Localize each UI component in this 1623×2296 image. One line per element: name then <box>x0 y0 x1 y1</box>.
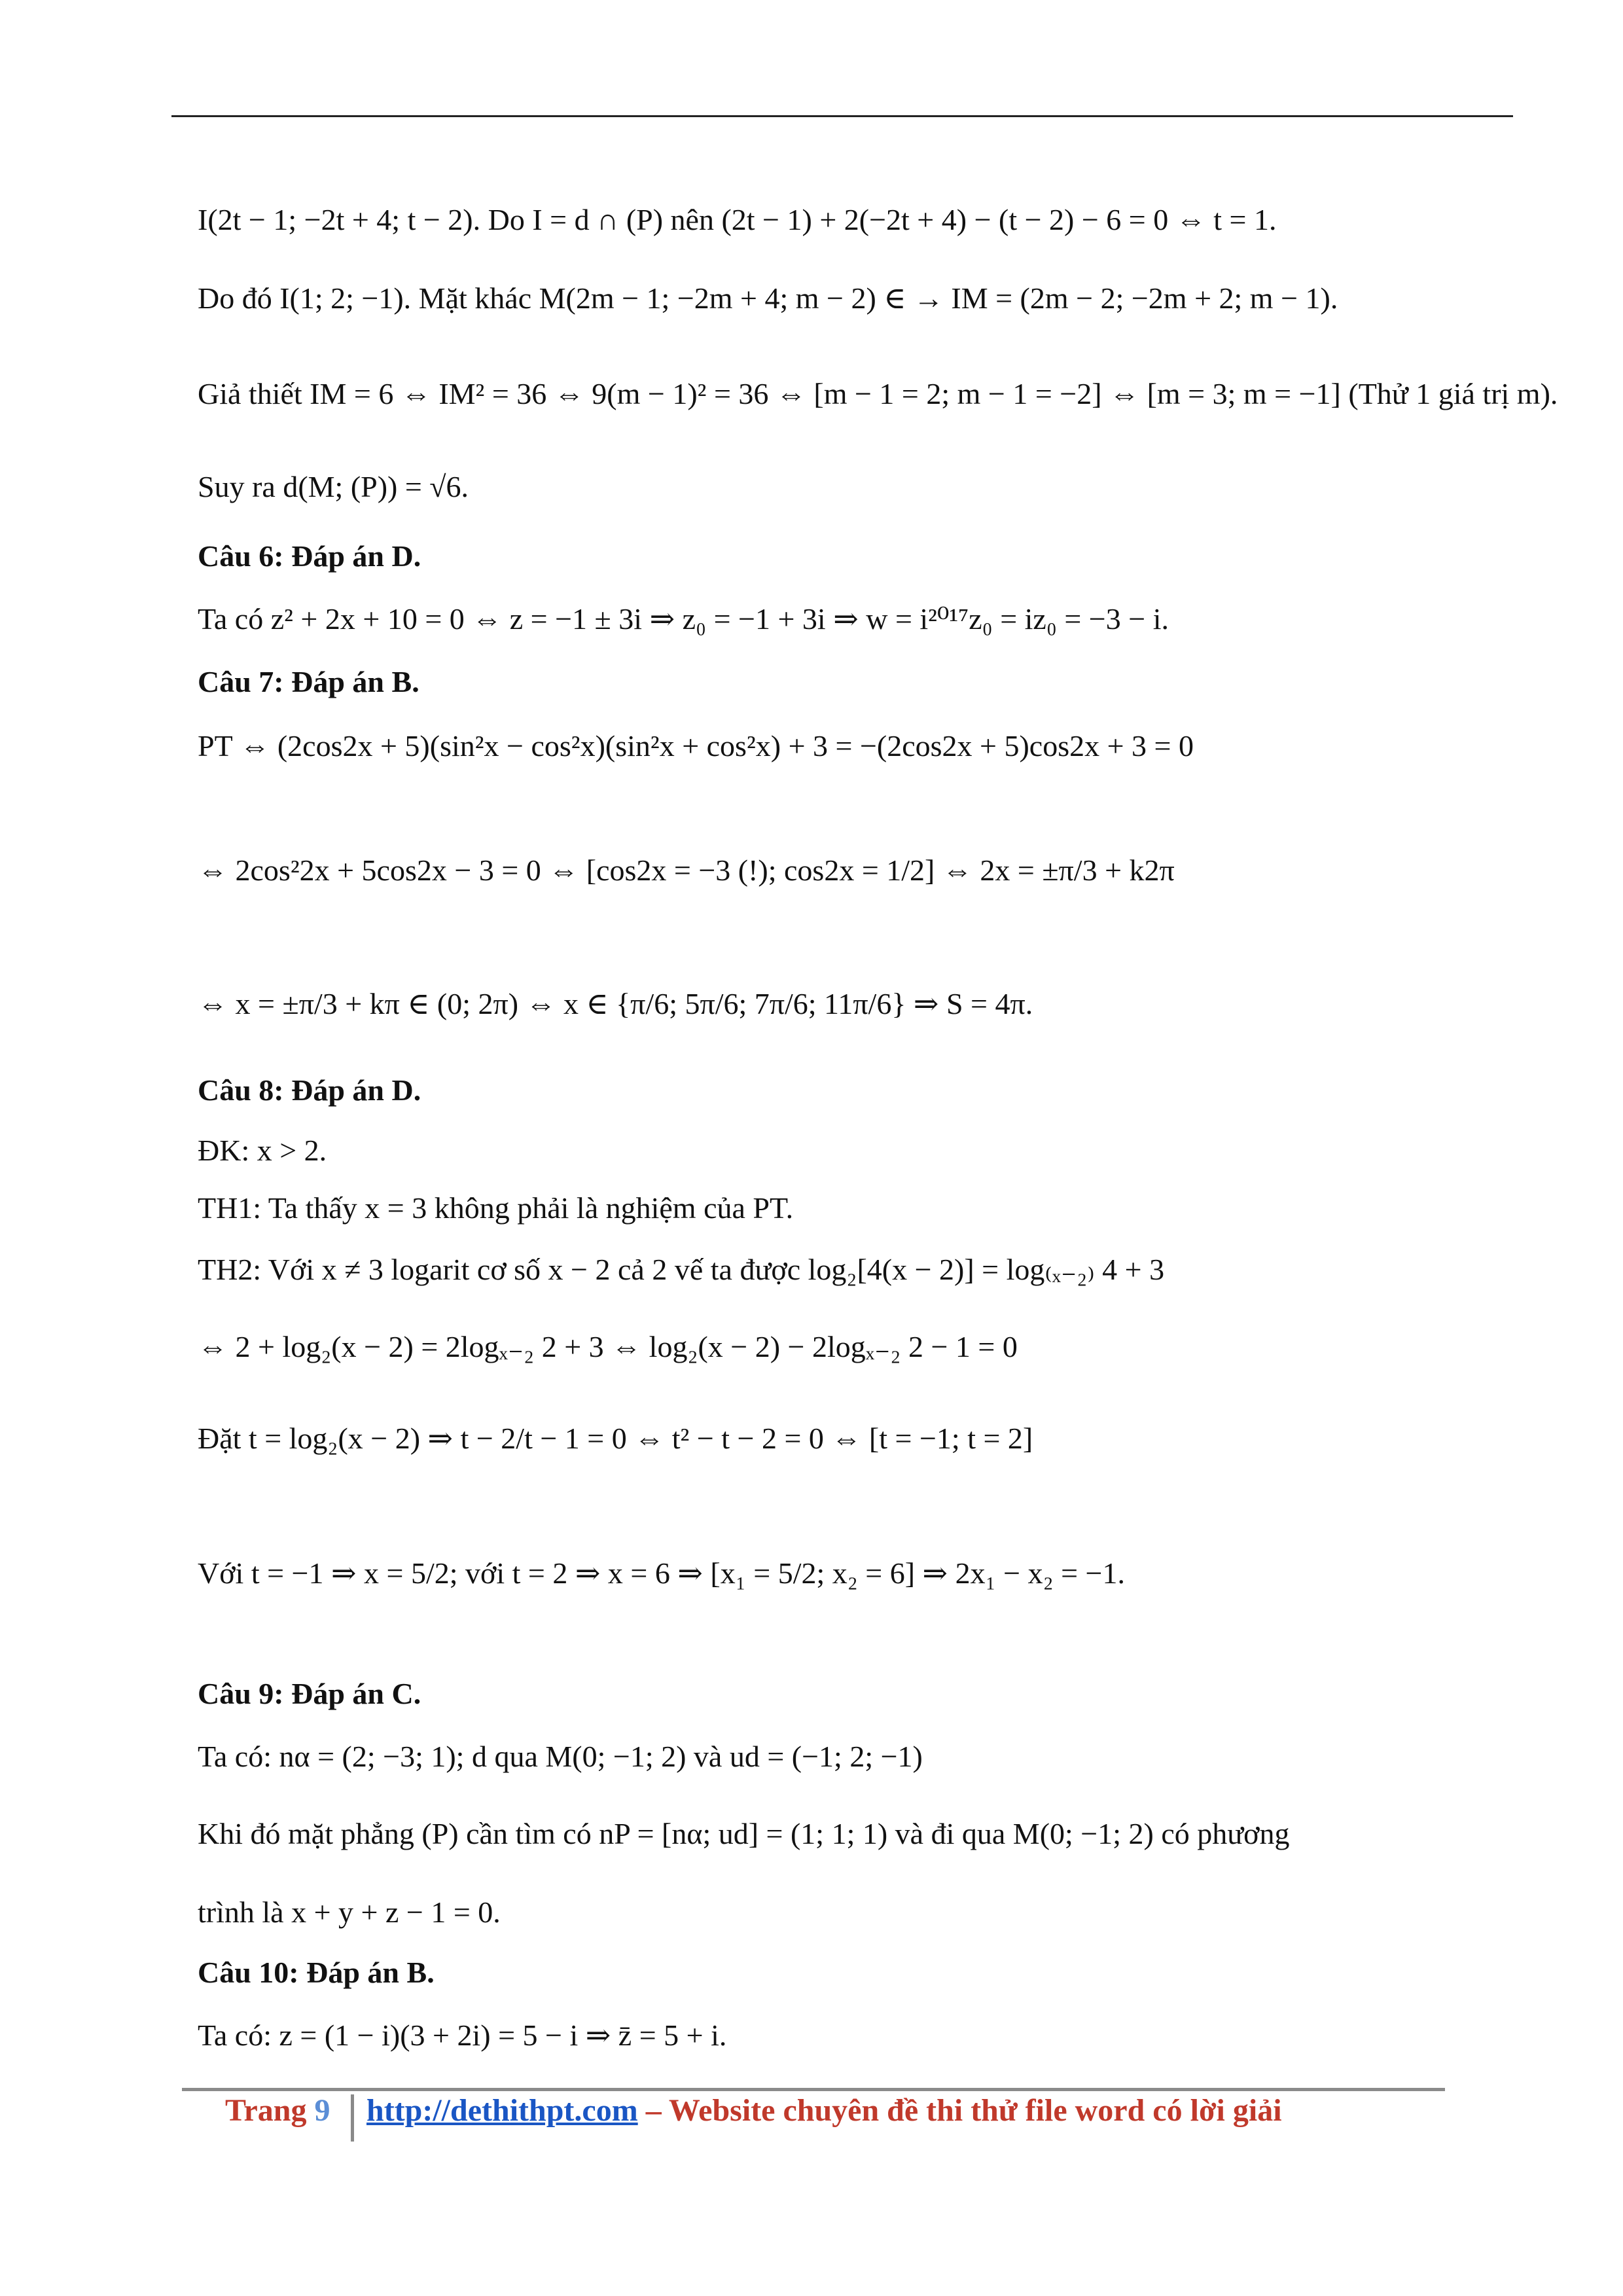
question-6-heading: Câu 6: Đáp án D. <box>198 539 421 573</box>
question-8-case-2: TH2: Với x ≠ 3 logarit cơ số x − 2 cả 2 vế ta được log₂[4(x − 2)] = log₍ₓ₋₂₎ 4 + 3 <box>198 1253 1165 1286</box>
question-8-condition: ĐK: x > 2. <box>198 1134 327 1167</box>
header-rule <box>171 115 1513 117</box>
footer-page-number <box>225 2088 330 2134</box>
question-9-line-2: Khi đó mặt phẳng (P) cần tìm có nP = [nα; ud] = (1; 1; 1) và đi qua M(0; −1; 2) có phương <box>198 1817 1290 1850</box>
question-9-line-3: trình là x + y + z − 1 = 0. <box>198 1895 501 1929</box>
question-8-line-5: Với t = −1 ⇒ x = 5/2; với t = 2 ⇒ x = 6 ⇒ [x₁ = 5/2; x₂ = 6] ⇒ 2x₁ − x₂ = −1. <box>198 1556 1125 1590</box>
question-8-line-3: ⇔ 2 + log₂(x − 2) = 2logₓ₋₂ 2 + 3 ⇔ log₂(x − 2) − 2logₓ₋₂ 2 − 1 = 0 <box>198 1330 1018 1363</box>
solution-line-3: Giả thiết IM = 6 ⇔ IM² = 36 ⇔ 9(m − 1)² = 36 ⇔ [m − 1 = 2; m − 1 = −2] ⇔ [m = 3; m = −1] (Thử 1 giá trị m). <box>198 377 1558 410</box>
solution-line-1: I(2t − 1; −2t + 4; t − 2). Do I = d ∩ (P) nên (2t − 1) + 2(−2t + 4) − (t − 2) − 6 = 0 ⇔ t = 1. <box>198 203 1277 236</box>
question-9-heading: Câu 9: Đáp án C. <box>198 1677 421 1710</box>
page-number: 9 <box>314 2093 330 2128</box>
solution-line-2: Do đó I(1; 2; −1). Mặt khác M(2m − 1; −2m + 4; m − 2) ∈ → IM = (2m − 2; −2m + 2; m − 1). <box>198 281 1338 315</box>
question-10-heading: Câu 10: Đáp án B. <box>198 1956 435 1989</box>
question-9-line-1: Ta có: nα = (2; −3; 1); d qua M(0; −1; 2) và ud = (−1; 2; −1) <box>198 1740 923 1773</box>
question-6-solution: Ta có z² + 2x + 10 = 0 ⇔ z = −1 ± 3i ⇒ z₀ = −1 + 3i ⇒ w = i²⁰¹⁷z₀ = iz₀ = −3 − i. <box>198 602 1169 636</box>
question-7-line-1: PT ⇔ (2cos2x + 5)(sin²x − cos²x)(sin²x + cos²x) + 3 = −(2cos2x + 5)cos2x + 3 = 0 <box>198 729 1194 762</box>
question-7-heading: Câu 7: Đáp án B. <box>198 665 419 698</box>
site-tagline: – Website chuyên đề thi thử file word có lời giải <box>637 2093 1282 2128</box>
question-7-line-2: ⇔ 2cos²2x + 5cos2x − 3 = 0 ⇔ [cos2x = −3 (!); cos2x = 1/2] ⇔ 2x = ±π/3 + k2π <box>198 853 1175 887</box>
question-7-line-3: ⇔ x = ±π/3 + kπ ∈ (0; 2π) ⇔ x ∈ {π/6; 5π/6; 7π/6; 11π/6} ⇒ S = 4π. <box>198 987 1033 1020</box>
page-label: Trang <box>225 2093 307 2128</box>
question-8-heading: Câu 8: Đáp án D. <box>198 1073 421 1107</box>
question-8-case-1: TH1: Ta thấy x = 3 không phải là nghiệm của PT. <box>198 1191 794 1225</box>
question-10-solution: Ta có: z = (1 − i)(3 + 2i) = 5 − i ⇒ z̄ = 5 + i. <box>198 2018 727 2052</box>
solution-line-4: Suy ra d(M; (P)) = √6. <box>198 470 469 503</box>
question-8-line-4: Đặt t = log₂(x − 2) ⇒ t − 2/t − 1 = 0 ⇔ t² − t − 2 = 0 ⇔ [t = −1; t = 2] <box>198 1422 1033 1455</box>
footer-divider <box>351 2094 354 2142</box>
footer-site <box>366 2088 1282 2134</box>
site-link[interactable]: http://dethithpt.com <box>366 2093 638 2128</box>
